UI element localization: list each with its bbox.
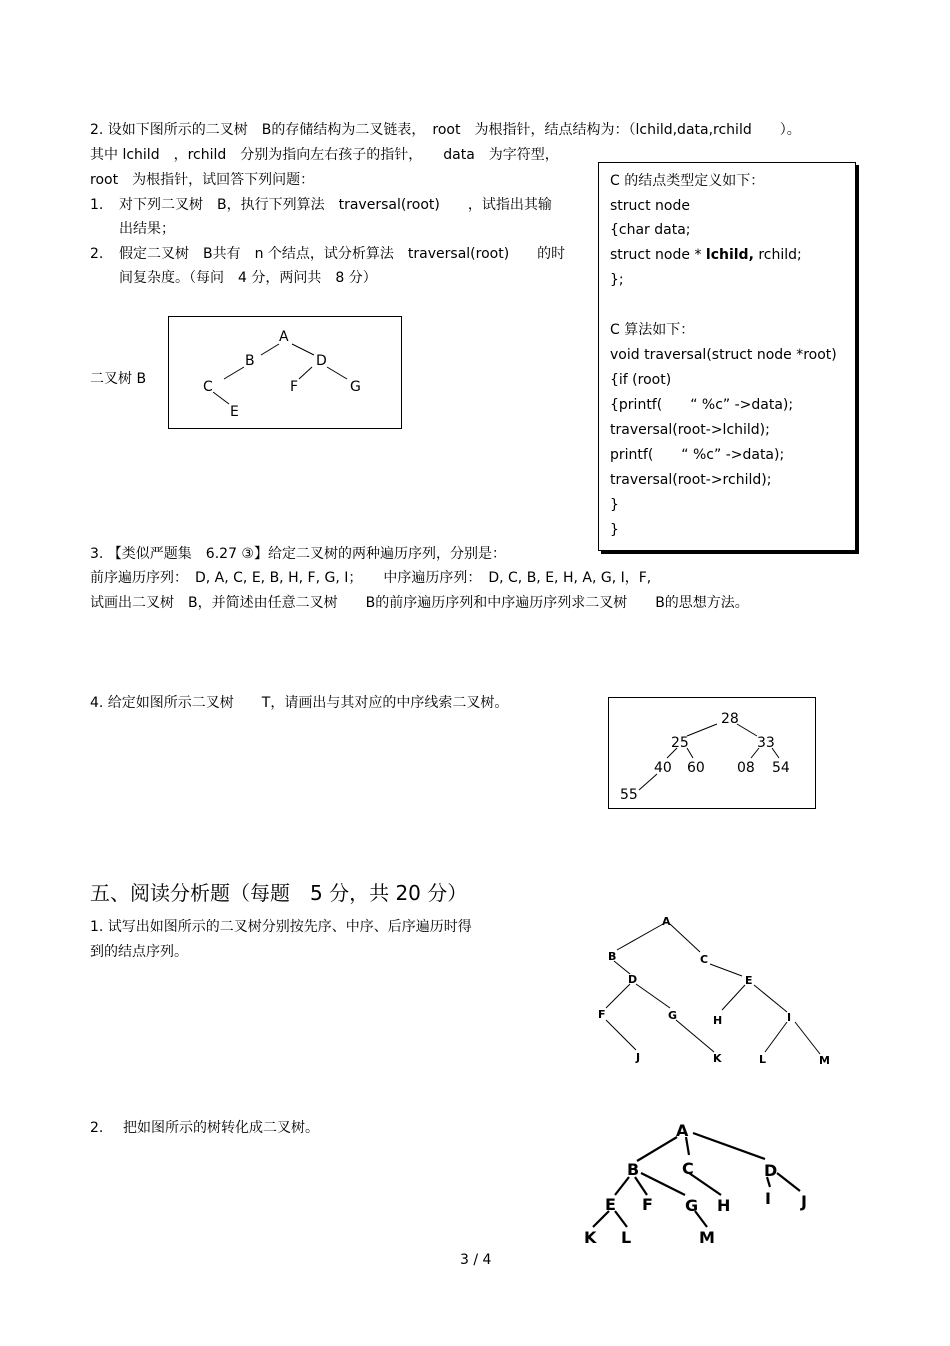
q2-item2-num: 2.: [90, 246, 104, 262]
code-line-struct: [610, 245, 802, 265]
q4-line1: 4. 给定如图所示二叉树 T，请画出与其对应的中序线索二叉树。: [90, 695, 509, 711]
tree-b-node: G: [350, 379, 361, 395]
s5-tree2-node: I: [765, 1189, 771, 1208]
s5-tree2-node: C: [682, 1159, 694, 1178]
s5-tree2-node: L: [621, 1228, 632, 1247]
tree-b-node: C: [203, 379, 213, 395]
tree-t-node: 28: [721, 711, 739, 727]
code-line: };: [610, 272, 624, 288]
tree-b-node: B: [245, 353, 255, 369]
tree-b-figure: [168, 316, 402, 429]
code-line: void traversal(struct node *root): [610, 347, 837, 363]
q2-item1-num: 1.: [90, 197, 104, 213]
s5-tree2-node: B: [627, 1160, 640, 1179]
q2-item1-text-cont: 出结果；: [119, 221, 175, 237]
s5-tree1-node: H: [713, 1014, 723, 1027]
code-line: printf( “ %c” ->data);: [610, 447, 785, 463]
s5-q1-line2: 到的结点序列。: [90, 944, 188, 960]
s5-q2-num: 2.: [90, 1120, 104, 1136]
s5-q1-line1: 1. 试写出如图所示的二叉树分别按先序、中序、后序遍历时得: [90, 919, 472, 935]
s5-tree1-node: J: [636, 1051, 641, 1064]
q3-line1: 3. 【类似严题集 6.27 ③】给定二叉树的两种遍历序列，分别是：: [90, 546, 506, 562]
s5-tree2-node: J: [801, 1192, 807, 1211]
code-box: [598, 162, 856, 551]
s5-tree1-node: D: [628, 973, 638, 986]
q2-item1-text: 对下列二叉树 B，执行下列算法 traversal(root) ，试指出其输: [119, 197, 552, 213]
code-struct-bold: lchild,: [705, 247, 754, 263]
tree-b-node: A: [279, 329, 289, 345]
tree-t-node: 60: [687, 760, 705, 776]
tree-b-label: 二叉树 B: [90, 371, 147, 387]
s5-tree2-node: D: [764, 1161, 778, 1180]
tree-b-node: E: [230, 404, 239, 420]
s5-tree1-node: C: [700, 953, 709, 966]
tree-b-svg: [169, 317, 401, 428]
code-line: struct node: [610, 198, 690, 214]
tree-b-node: F: [290, 379, 299, 395]
code-struct-prefix: struct node *: [610, 247, 706, 263]
s5-tree2-node: H: [717, 1196, 731, 1215]
code-struct-rest: rchild;: [753, 247, 802, 263]
tree-t-svg: [609, 698, 815, 808]
s5-tree1-figure: [590, 912, 840, 1072]
code-line: {printf( “ %c” ->data);: [610, 397, 794, 413]
q2-item2-text: 假定二叉树 B共有 n 个结点，试分析算法 traversal(root) 的时: [119, 246, 566, 262]
s5-tree1-node: K: [713, 1052, 722, 1065]
s5-tree1-node: L: [759, 1053, 767, 1066]
tree-t-node: 08: [737, 760, 755, 776]
s5-tree2-node: G: [685, 1196, 699, 1215]
q3-line3: 试画出二叉树 B，并简述由任意二叉树 B的前序遍历序列和中序遍历序列求二叉树 B的思想方法。: [90, 595, 749, 611]
code-line: {char data;: [610, 222, 691, 238]
section5-heading: 五、阅读分析题（每题 5 分，共 20 分）: [90, 881, 468, 905]
tree-t-node: 25: [671, 735, 689, 751]
code-line: C 算法如下：: [610, 322, 695, 338]
tree-t-figure: [608, 697, 816, 809]
code-line: traversal(root->lchild);: [610, 422, 770, 438]
s5-tree2-figure: [575, 1115, 835, 1250]
tree-t-node: 54: [772, 760, 790, 776]
q2-item2-text-cont: 间复杂度。（每问 4 分，两问共 8 分）: [119, 270, 377, 286]
s5-tree1-node: M: [819, 1054, 830, 1067]
s5-tree2-node: A: [676, 1121, 689, 1140]
tree-t-node: 33: [757, 735, 775, 751]
code-line: }: [610, 497, 619, 513]
s5-tree1-node: E: [745, 974, 753, 987]
q3-line2: 前序遍历序列： D, A, C, E, B, H, F, G, I； 中序遍历序列： D, C, B, E, H, A, G, I，F,: [90, 570, 652, 586]
s5-tree1-node: B: [608, 950, 617, 963]
tree-t-node: 40: [654, 760, 672, 776]
s5-tree2-node: F: [642, 1195, 653, 1214]
tree-b-node: D: [316, 353, 327, 369]
code-line: {if (root): [610, 372, 672, 388]
s5-tree1-node: F: [598, 1008, 606, 1021]
s5-q2-text: 把如图所示的树转化成二叉树。: [123, 1120, 319, 1136]
code-line: C 的结点类型定义如下：: [610, 173, 765, 189]
tree-t-node: 55: [620, 787, 638, 803]
code-line: }: [610, 522, 619, 538]
s5-tree1-node: I: [787, 1011, 792, 1024]
q2-line1: 2. 设如下图所示的二叉树 B的存储结构为二叉链表， root 为根指针，结点结构为：（lchild,data,rchild ）。: [90, 122, 801, 138]
s5-tree2-node: E: [605, 1195, 616, 1214]
s5-tree1-node: A: [662, 915, 671, 928]
q2-line3: root 为根指针，试回答下列问题：: [90, 172, 315, 188]
code-line: traversal(root->rchild);: [610, 472, 772, 488]
q2-line2: 其中 lchild ，rchild 分别为指向左右孩子的指针， data 为字符型，: [90, 147, 559, 163]
s5-tree2-node: K: [584, 1228, 597, 1247]
s5-tree2-node: M: [699, 1228, 715, 1247]
s5-tree1-node: G: [668, 1009, 678, 1022]
page-number: 3 / 4: [460, 1252, 492, 1268]
